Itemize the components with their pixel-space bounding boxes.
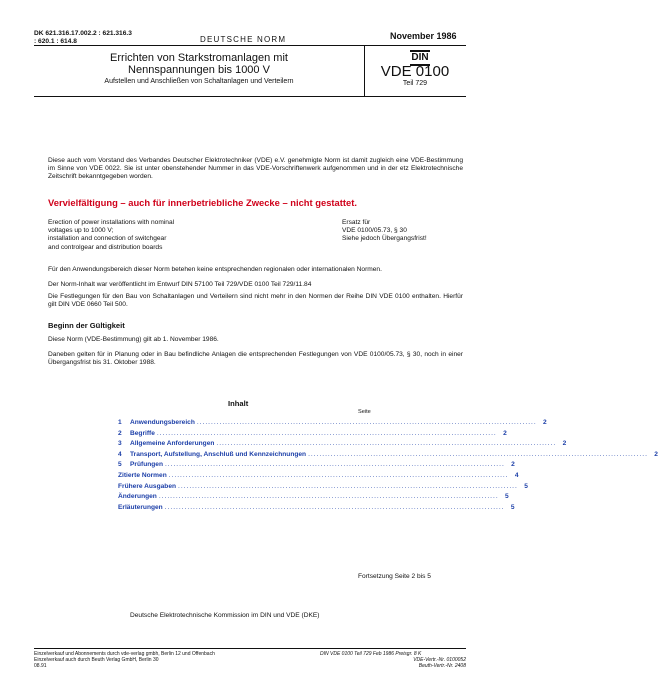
toc-entry-page: 2 (511, 461, 515, 469)
dk-line-1: DK 621.316.17.002.2 : 621.316.3 (34, 30, 132, 37)
footer-sales-info (34, 651, 215, 670)
title-box (34, 46, 466, 97)
toc-entry-label: Prüfungen (130, 461, 163, 469)
replacement-line: Siehe jedoch Übergangsfrist! (342, 235, 427, 243)
toc-leader: ........................................................................................................................ (216, 440, 557, 448)
toc-entry-page: 2 (543, 419, 547, 426)
intro-paragraph: Diese auch vom Vorstand des Verbandes Deutscher Elektrotechniker (VDE) e.V. genehmigte Norm ist damit zugleich eine VDE-Bestimmung im Sinne von VDE 0022. Sie ist unter obenstehender Nummer in das VDE-Vorschriftenwerk aufgenommen und in der etz Elektrotechnische Zeitschrift bekanntgegeben worden. (48, 157, 463, 181)
toc-entry-page: 4 (514, 471, 519, 479)
toc-entry[interactable] (118, 440, 567, 451)
toc-entry-label: Erläuterungen (118, 503, 163, 511)
toc-entry-label: Anwendungsbereich (130, 419, 195, 426)
continuation-note: Fortsetzung Seite 2 bis 5 (358, 573, 431, 580)
english-title (48, 219, 268, 252)
footer-line: DIN VDE 0100 Teil 729 Feb 1986 Preisgr. 8 K (320, 651, 422, 657)
toc-entry-number: 5 (118, 461, 122, 469)
footer-line: Beuth-Vertr.-Nr. 2408 (418, 663, 466, 670)
document-title (34, 52, 364, 76)
table-of-contents (118, 419, 658, 514)
toc-entry-label: Frühere Ausgaben (118, 482, 177, 490)
toc-entry[interactable] (118, 503, 515, 515)
toc-entry-label: Begriffe (130, 429, 155, 437)
toc-entry-number: 4 (118, 450, 122, 458)
toc-entry[interactable] (118, 461, 515, 472)
replacement-line: Ersatz für (342, 219, 371, 226)
document-subtitle: Aufstellen und Anschließen von Schaltanlagen und Verteilern (104, 78, 294, 85)
toc-entry[interactable] (118, 482, 528, 494)
toc-entry-page: 2 (562, 440, 567, 448)
toc-entry-page: 2 (654, 450, 658, 458)
toc-entry-page: 5 (505, 493, 509, 501)
toc-entry-number: 2 (118, 429, 122, 437)
toc-entry-label: Änderungen (118, 493, 157, 501)
toc-entry[interactable] (118, 493, 509, 504)
toc-entry-number: 1 (118, 419, 122, 426)
toc-entry-label: Allgemeine Anforderungen (130, 440, 215, 448)
body-paragraph-4: Diese Norm (VDE-Bestimmung) gilt ab 1. November 1986. (48, 336, 219, 343)
footer-line: Einzelverkauf auch durch Beuth Verlag GmbH, Berlin 30 (34, 657, 159, 664)
toc-entry-label: Transport, Aufstellung, Anschluß und Kennzeichnungen (130, 450, 307, 458)
validity-heading: Beginn der Gültigkeit (48, 321, 125, 330)
vde-part: Teil 729 (402, 80, 428, 87)
toc-entry-page: 5 (510, 503, 515, 511)
toc-leader: ........................................................................................................................ (178, 482, 518, 490)
toc-entry-label: Zitierte Normen (118, 471, 167, 479)
toc-entry-page: 5 (524, 482, 528, 490)
toc-entry-number: 3 (118, 440, 122, 448)
toc-leader: ........................................................................................................................ (308, 450, 648, 458)
footer-line: 08.91 (34, 663, 47, 670)
copy-warning: Vervielfältigung – auch für innerbetriebliche Zwecke – nicht gestattet. (48, 197, 357, 208)
toc-leader: ........................................................................................................................ (196, 419, 537, 426)
din-logo-text: DIN (411, 52, 429, 63)
toc-entry[interactable] (118, 450, 658, 462)
dk-classification (34, 30, 132, 46)
footer-line: VDE-Vertr.-Nr. 0100052 (413, 657, 466, 664)
publication-date: November 1986 (390, 31, 457, 41)
toc-entry[interactable] (118, 429, 507, 441)
toc-leader: ........................................................................................................................ (164, 503, 505, 511)
norm-kind: DEUTSCHE NORM (200, 35, 287, 44)
toc-entry[interactable] (118, 419, 547, 430)
replacement-note (342, 219, 472, 244)
commission-name: Deutsche Elektrotechnische Kommission im DIN und VDE (DKE) (130, 612, 320, 619)
body-paragraph-5: Daneben gelten für in Planung oder in Bau befindliche Anlagen die entsprechenden Festlegungen von VDE 0100/05.73, § 30, noch in einer Übergangsfrist bis 31. Oktober 1988. (48, 351, 463, 367)
toc-leader: ........................................................................................................................ (156, 429, 497, 437)
english-title-line: installation and connection of switchgear (48, 235, 167, 243)
english-title-line: Erection of power installations with nominal (48, 219, 175, 226)
title-line-1: Errichten von Starkstromanlagen mit (110, 52, 288, 64)
toc-leader: ........................................................................................................................ (158, 493, 499, 501)
toc-leader: ........................................................................................................................ (168, 471, 509, 479)
toc-entry-page: 2 (503, 429, 507, 437)
toc-entry[interactable] (118, 471, 519, 483)
vde-number: VDE 0100 (380, 63, 450, 80)
body-paragraph-3: Die Festlegungen für den Bau von Schaltanlagen und Verteilern sind nicht mehr in den Normen der Reihe DIN VDE 0100 enthalten. Hierfür gilt DIN VDE 0660 Teil 500. (48, 293, 463, 309)
body-paragraph-2: Der Norm-Inhalt war veröffentlicht im Entwurf DIN 57100 Teil 729/VDE 0100 Teil 729/11.84 (48, 281, 312, 288)
english-title-line: voltages up to 1000 V; (48, 227, 114, 235)
toc-page-header: Seite (358, 409, 371, 415)
toc-title: Inhalt (228, 399, 249, 408)
replacement-line: VDE 0100/05.73, § 30 (342, 227, 407, 235)
title-line-2: Nennspannungen bis 1000 V (128, 64, 270, 76)
din-logo (410, 50, 430, 64)
body-paragraph-1: Für den Anwendungsbereich dieser Norm betehen keine entsprechenden regionalen oder internationalen Normen. (48, 266, 382, 273)
toc-leader: ........................................................................................................................ (164, 461, 505, 469)
dk-line-2: : 620.1 : 614.8 (34, 38, 77, 45)
english-title-line: and controlgear and distribution boards (48, 243, 163, 251)
footer-rule (34, 648, 466, 649)
footer-order-info (320, 651, 466, 670)
footer-line: Einzelverkauf und Abonnements durch vde-verlag gmbh, Berlin 12 und Offenbach (34, 651, 215, 657)
